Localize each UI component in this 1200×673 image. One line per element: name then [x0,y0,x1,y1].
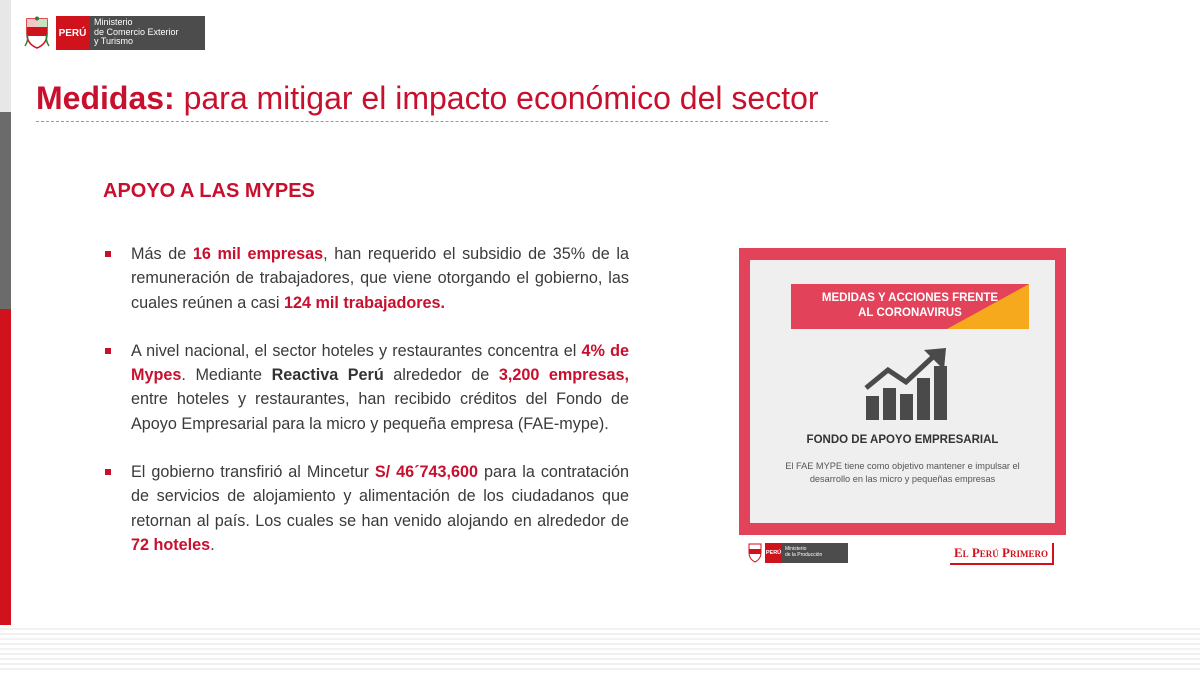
bullet-marker [105,348,111,354]
bullet-highlight: S/ 46´743,600 [374,463,478,482]
fund-description: El FAE MYPE tiene como objetivo mantener e impulsar el desarrollo en las micro y pequeñas empresas [785,461,1020,484]
infographic-banner [791,284,1029,329]
bullet-item [103,242,629,315]
logo-ministry-line: y Turismo [94,36,134,46]
section-heading: APOYO A LAS MYPES [103,180,315,202]
bullet-text: A nivel nacional, el sector hoteles y restaurantes concentra el [131,341,582,360]
growth-chart-icon [864,348,948,420]
bullet-text: alrededor de [383,366,499,385]
slide-title [36,80,819,117]
bullet-list [103,242,629,581]
logo-ministry-line: de Comercio Exterior [94,26,179,37]
bullet-highlight: Reactiva Perú [271,366,384,385]
title-divider [36,121,828,122]
infographic-footer [739,538,1066,571]
footer-country-label: PERÚ [765,543,782,563]
bullet-text: El gobierno transfirió al Mincetur [131,463,375,482]
production-ministry-logo [748,543,848,563]
banner-line: AL CORONAVIRUS [858,307,962,319]
bullet-highlight: 72 hoteles [131,535,211,554]
logo-ministry-name [89,16,205,50]
infographic-card [739,248,1066,571]
bullet-text: entre hoteles y restaurantes, han recibido créditos del Fondo de Apoyo Empresarial para la micro y pequeña empresa (FAE-mype). [131,390,629,433]
fund-title: FONDO DE APOYO EMPRESARIAL [806,434,999,446]
bullet-item [103,339,629,436]
bullet-marker [105,469,111,475]
edge-strip-bottom [0,309,11,673]
ministry-logo [24,16,205,50]
infographic-frame [739,248,1066,535]
bullet-text: , han requerido el subsidio de 35% de la remuneración de trabajadores, que viene otorgando el gobierno, las cuales reúnen a casi [131,245,629,312]
footer-ministry-name [782,543,848,563]
footer-ministry-line: de la Producción [785,552,823,558]
logo-ministry-line: Ministerio [94,17,133,27]
logo-country-label: PERÚ [56,16,89,50]
bullet-text: Más de [131,245,193,263]
bullet-highlight: 124 mil trabajadores. [283,293,446,312]
bottom-decorative-band [0,625,1200,673]
bullet-highlight: 16 mil empresas [192,245,324,263]
bullet-highlight: 4% de Mypes [131,341,629,385]
bullet-text: . Mediante [181,366,272,385]
bullet-highlight: 3,200 empresas, [498,366,629,385]
banner-text [791,291,1029,321]
infographic-inner [750,260,1055,523]
slide-title-rest: para mitigar el impacto económico del sector [174,80,819,116]
slide-title-bold: Medidas: [36,80,175,116]
edge-strip-top [0,0,11,112]
peru-primero-logo: El Perú Primero [950,543,1054,565]
banner-line: MEDIDAS Y ACCIONES FRENTE [821,292,999,304]
edge-strip-middle [0,112,11,309]
bullet-text: para la contratación de servicios de alojamiento y alimentación de los ciudadanos que retornan al país. Los cuales se han venido alojando en alrededor de [131,463,630,530]
bullet-item [103,460,629,557]
coat-of-arms-icon [24,16,50,50]
coat-of-arms-icon [748,543,762,563]
bullet-text: . [210,535,215,554]
footer-ministry-line: Ministerio [785,546,807,552]
bullet-marker [105,251,111,257]
